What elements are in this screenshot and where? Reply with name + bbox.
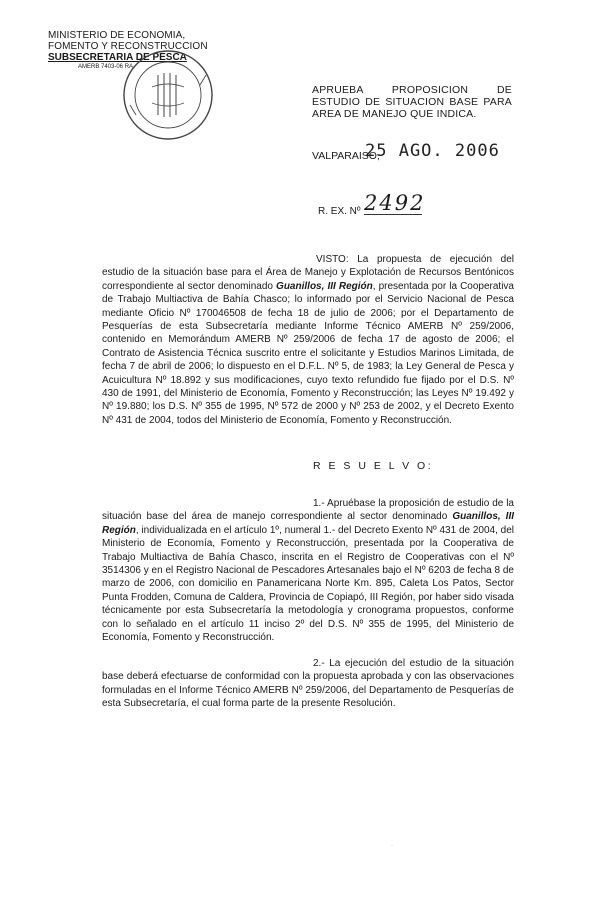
article-1-rest: , individualizada en el artículo 1º, numeral 1.- del Decreto Exento Nº 431 de 2004, del Ministerio de Economía, Fomento y Reconstrucción, presentada por la Cooperativa de Trabajo Multiactiva de Bahía Chasco, inscrita en el Registro de Cooperativas con el Nº 3514306 y en el Registro Nacional de Pescadores Artesanales bajo el Nº 6203 de fecha 8 de marzo de 2006, con domicilio en Panamericana Norte Km. 895, Caleta Los Patos, Sector Punta Frodden, Comuna de Caldera, Provincia de Copiapó, III Región, por haber sido visada técnicamente por esta Subsecretaría la metodología y cronograma propuestos, conforme con lo señalado en el artículo 11 inciso 2º del D.S. Nº 355 de 1995, del Ministerio de Economía, Fomento y Reconstrucción. <box>102 524 514 644</box>
letterhead-ministry-2: FOMENTO Y RECONSTRUCCION <box>48 41 208 52</box>
article-1-sector: Guanillos, III Región <box>102 511 514 536</box>
visto-sector: Guanillos, III Región <box>276 280 373 292</box>
official-seal-stamp <box>118 45 218 145</box>
place-label: VALPARAISO, <box>312 150 380 162</box>
subject-line-2: ESTUDIO DE SITUACION BASE PARA <box>312 96 512 108</box>
subject-line-1: APRUEBA PROPOSICION DE <box>312 84 512 96</box>
resolution-subject <box>312 84 512 120</box>
article-2-paragraph <box>102 657 514 711</box>
date-stamp: 25 AGO. 2006 <box>365 141 500 161</box>
article-1-intro: 1.- Apruébase la proposición de estudio de la situación base del área de manejo correspondiente al sector denominado <box>102 498 514 523</box>
resolution-number-label: R. EX. Nº <box>318 206 361 217</box>
article-1-paragraph <box>102 497 514 644</box>
subject-line-3: AREA DE MANEJO QUE INDICA. <box>312 108 477 120</box>
letterhead-reference: AMERB 7403-06 RA <box>78 64 134 70</box>
visto-intro: VISTO: La propuesta de ejecución del estudio de la situación base para el Área de Manejo y Explotación de Recursos Bentónicos correspondiente al sector denominado <box>102 254 514 292</box>
letterhead-subsecretaria: SUBSECRETARIA DE PESCA <box>48 52 187 63</box>
visto-paragraph <box>102 253 514 427</box>
page-mark: · <box>391 843 393 849</box>
letterhead-ministry: MINISTERIO DE ECONOMIA, <box>48 30 186 41</box>
visto-rest: , presentada por la Cooperativa de Trabajo Multiactiva de Bahía Chasco; lo informado por el Servicio Nacional de Pesca mediante Oficio Nº 170046508 de fecha 18 de julio de 2006; por el Departamento de Pesquerías de esta Subsecretaría mediante Informe Técnico AMERB Nº 259/2006, contenido en Memorándum AMERB Nº 259/2006 de fecha 17 de agosto de 2006; el Contrato de Asistencia Técnica suscrito entre el solicitante y Estudios Marinos Limitada, de fecha 7 de abril de 2006; lo dispuesto en el D.F.L. Nº 5, de 1983; la Ley General de Pesca y Acuicultura Nº 18.892 y sus modificaciones, cuyo texto refundido fue fijado por el D.S. Nº 430 de 1991, del Ministerio de Economía, Fomento y Reconstrucción; las Leyes Nº 19.492 y Nº 19.880; los D.S. Nº 355 de 1995, Nº 572 de 2000 y Nº 253 de 2002, y el Decreto Exento Nº 431 de 2004, todos del Ministerio de Economía, Fomento y Reconstrucción. <box>102 280 514 426</box>
resolution-number: 2492 <box>364 191 426 215</box>
article-2-text: 2.- La ejecución del estudio de la situación base deberá efectuarse de conformidad con la propuesta aprobada y con las observaciones formuladas en el Informe Técnico AMERB Nº 259/2006, del Departamento de Pesquerías de esta Subsecretaría, el cual forma parte de la presente Resolución. <box>102 658 514 710</box>
resuelvo-heading: R E S U E L V O: <box>313 460 434 472</box>
